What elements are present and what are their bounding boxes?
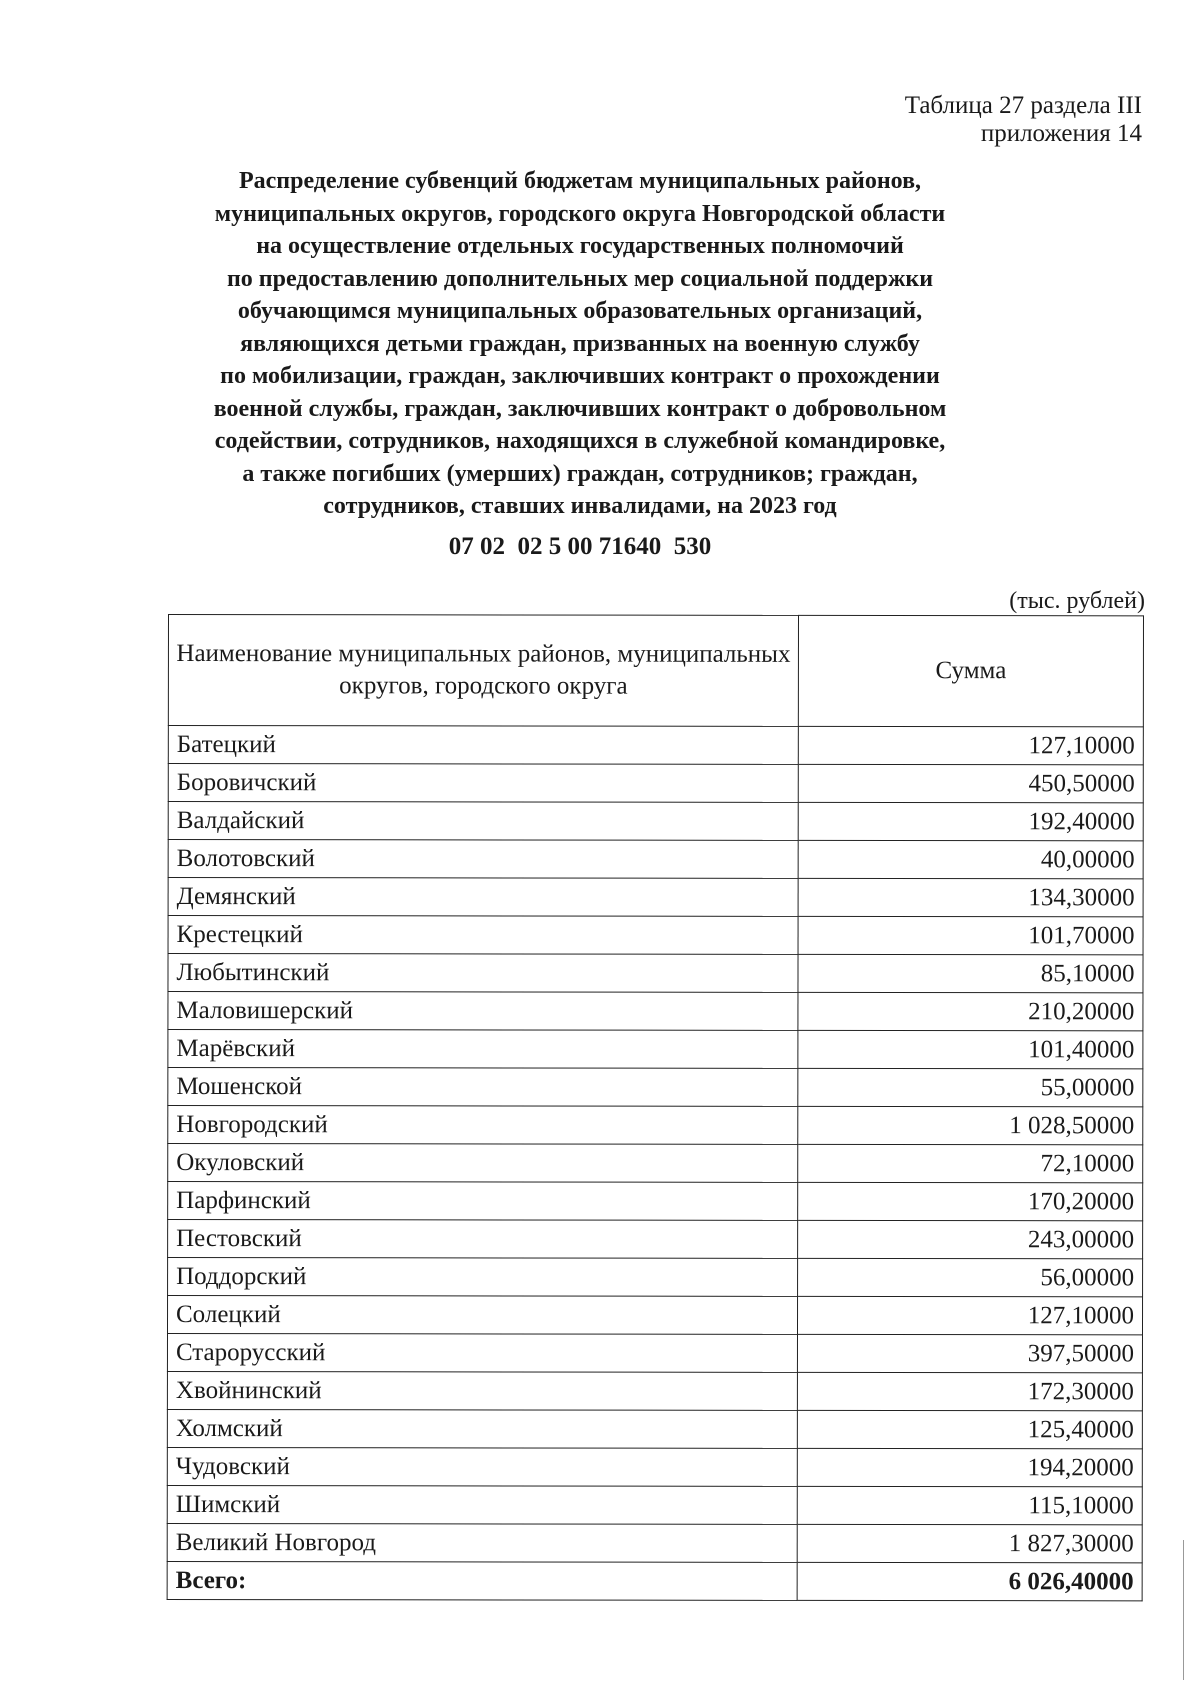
- row-sum: 115,10000: [797, 1486, 1142, 1524]
- row-name: Крестецкий: [168, 916, 798, 955]
- table-reference: [905, 92, 1142, 148]
- row-name: Чудовский: [167, 1447, 797, 1486]
- row-name: Парфинский: [168, 1182, 798, 1221]
- table-row: [167, 1372, 1142, 1411]
- header-sum: Сумма: [798, 615, 1143, 726]
- row-name: Поддорский: [168, 1258, 798, 1297]
- scan-edge-line: [1183, 1540, 1184, 1680]
- row-sum: 172,30000: [797, 1372, 1142, 1410]
- title-line: на осуществление отдельных государственных полномочий: [256, 233, 904, 259]
- table-row: [168, 726, 1143, 765]
- row-name: Марёвский: [168, 1030, 798, 1069]
- row-sum: 125,40000: [797, 1410, 1142, 1448]
- title-line: Распределение субвенций бюджетам муниципальных районов,: [238, 168, 922, 194]
- row-sum: 55,00000: [798, 1068, 1143, 1106]
- title-line: по предоставлению дополнительных мер социальной поддержки: [226, 265, 934, 292]
- table-row: [167, 1296, 1142, 1335]
- row-sum: 450,50000: [798, 764, 1143, 802]
- row-sum: 101,70000: [798, 916, 1143, 954]
- header-name: Наименование муниципальных районов, муниципальных округов, городского округа: [168, 615, 798, 727]
- row-name: Демянский: [168, 878, 798, 917]
- row-sum: 101,40000: [798, 1030, 1143, 1068]
- row-name: Шимский: [167, 1485, 797, 1524]
- row-name: Старорусский: [167, 1334, 797, 1373]
- table-row: [168, 992, 1143, 1031]
- row-name: Великий Новгород: [167, 1523, 797, 1562]
- table-header-row: [168, 615, 1143, 727]
- table-row: [167, 1485, 1142, 1524]
- row-name: Новгородский: [168, 1106, 798, 1145]
- row-name: Любытинский: [168, 954, 798, 993]
- row-sum: 134,30000: [798, 878, 1143, 916]
- row-sum: 40,00000: [798, 840, 1143, 878]
- row-name: Маловишерский: [168, 992, 798, 1031]
- row-name: Холмский: [167, 1409, 797, 1448]
- total-sum: 6 026,40000: [797, 1562, 1142, 1600]
- table-row: [168, 1258, 1143, 1297]
- table-row: [168, 916, 1143, 955]
- row-sum: 1 028,50000: [798, 1106, 1143, 1144]
- row-sum: 1 827,30000: [797, 1524, 1142, 1562]
- table-row: [168, 1106, 1143, 1145]
- row-sum: 72,10000: [798, 1144, 1143, 1182]
- reference-line-2: приложения 14: [980, 120, 1142, 147]
- row-sum: 56,00000: [798, 1258, 1143, 1296]
- row-sum: 194,20000: [797, 1448, 1142, 1486]
- row-name: Валдайский: [168, 802, 798, 841]
- row-name: Батецкий: [168, 726, 798, 765]
- row-sum: 170,20000: [798, 1182, 1143, 1220]
- title-line: по мобилизации, граждан, заключивших контракт о прохождении: [220, 363, 940, 389]
- row-sum: 243,00000: [798, 1220, 1143, 1258]
- row-sum: 127,10000: [797, 1296, 1142, 1334]
- row-name: Боровичский: [168, 764, 798, 803]
- row-name: Окуловский: [168, 1144, 798, 1183]
- row-sum: 192,40000: [798, 802, 1143, 840]
- title-line: муниципальных округов, городского округа Новгородской области: [214, 200, 946, 227]
- table-row: [168, 878, 1143, 917]
- units-label: (тыс. рублей): [1009, 588, 1145, 614]
- title-line: являющихся детьми граждан, призванных на военную службу: [240, 330, 920, 357]
- distribution-table: [167, 614, 1144, 1601]
- table-row: [168, 954, 1143, 993]
- row-sum: 85,10000: [798, 954, 1143, 992]
- table-row: [167, 1334, 1142, 1373]
- title-line: сотрудников, ставших инвалидами, на 2023 год: [323, 493, 837, 519]
- reference-line-1: Таблица 27 раздела III: [904, 92, 1142, 119]
- row-name: Пестовский: [168, 1220, 798, 1259]
- row-sum: 210,20000: [798, 992, 1143, 1030]
- row-name: Мошенской: [168, 1068, 798, 1107]
- table-row: [168, 1220, 1143, 1259]
- table-row: [167, 1523, 1142, 1562]
- row-name: Волотовский: [168, 840, 798, 879]
- table-row: [168, 840, 1143, 879]
- title-line: военной службы, граждан, заключивших контракт о добровольном: [213, 395, 947, 422]
- row-name: Солецкий: [167, 1296, 797, 1335]
- row-sum: 397,50000: [797, 1334, 1142, 1372]
- row-name: Хвойнинский: [167, 1372, 797, 1411]
- table-row: [168, 1144, 1143, 1183]
- table-row: [168, 1182, 1143, 1221]
- table-row: [167, 1409, 1142, 1448]
- table-body: [167, 726, 1143, 1563]
- row-sum: 127,10000: [798, 726, 1143, 764]
- table-row: [167, 1447, 1142, 1486]
- title-line: обучающимся муниципальных образовательных организаций,: [237, 298, 923, 324]
- budget-classification-code: 07 02 02 5 00 71640 530: [448, 533, 712, 560]
- total-label: Всего:: [167, 1561, 797, 1600]
- table-row: [168, 802, 1143, 841]
- document-title: [170, 165, 990, 523]
- table-row: [168, 1068, 1143, 1107]
- table-row: [168, 764, 1143, 803]
- table-total-row: [167, 1561, 1142, 1600]
- title-line: а также погибших (умерших) граждан, сотрудников; граждан,: [242, 460, 918, 487]
- title-line: содействии, сотрудников, находящихся в служебной командировке,: [214, 428, 946, 454]
- table-row: [168, 1030, 1143, 1069]
